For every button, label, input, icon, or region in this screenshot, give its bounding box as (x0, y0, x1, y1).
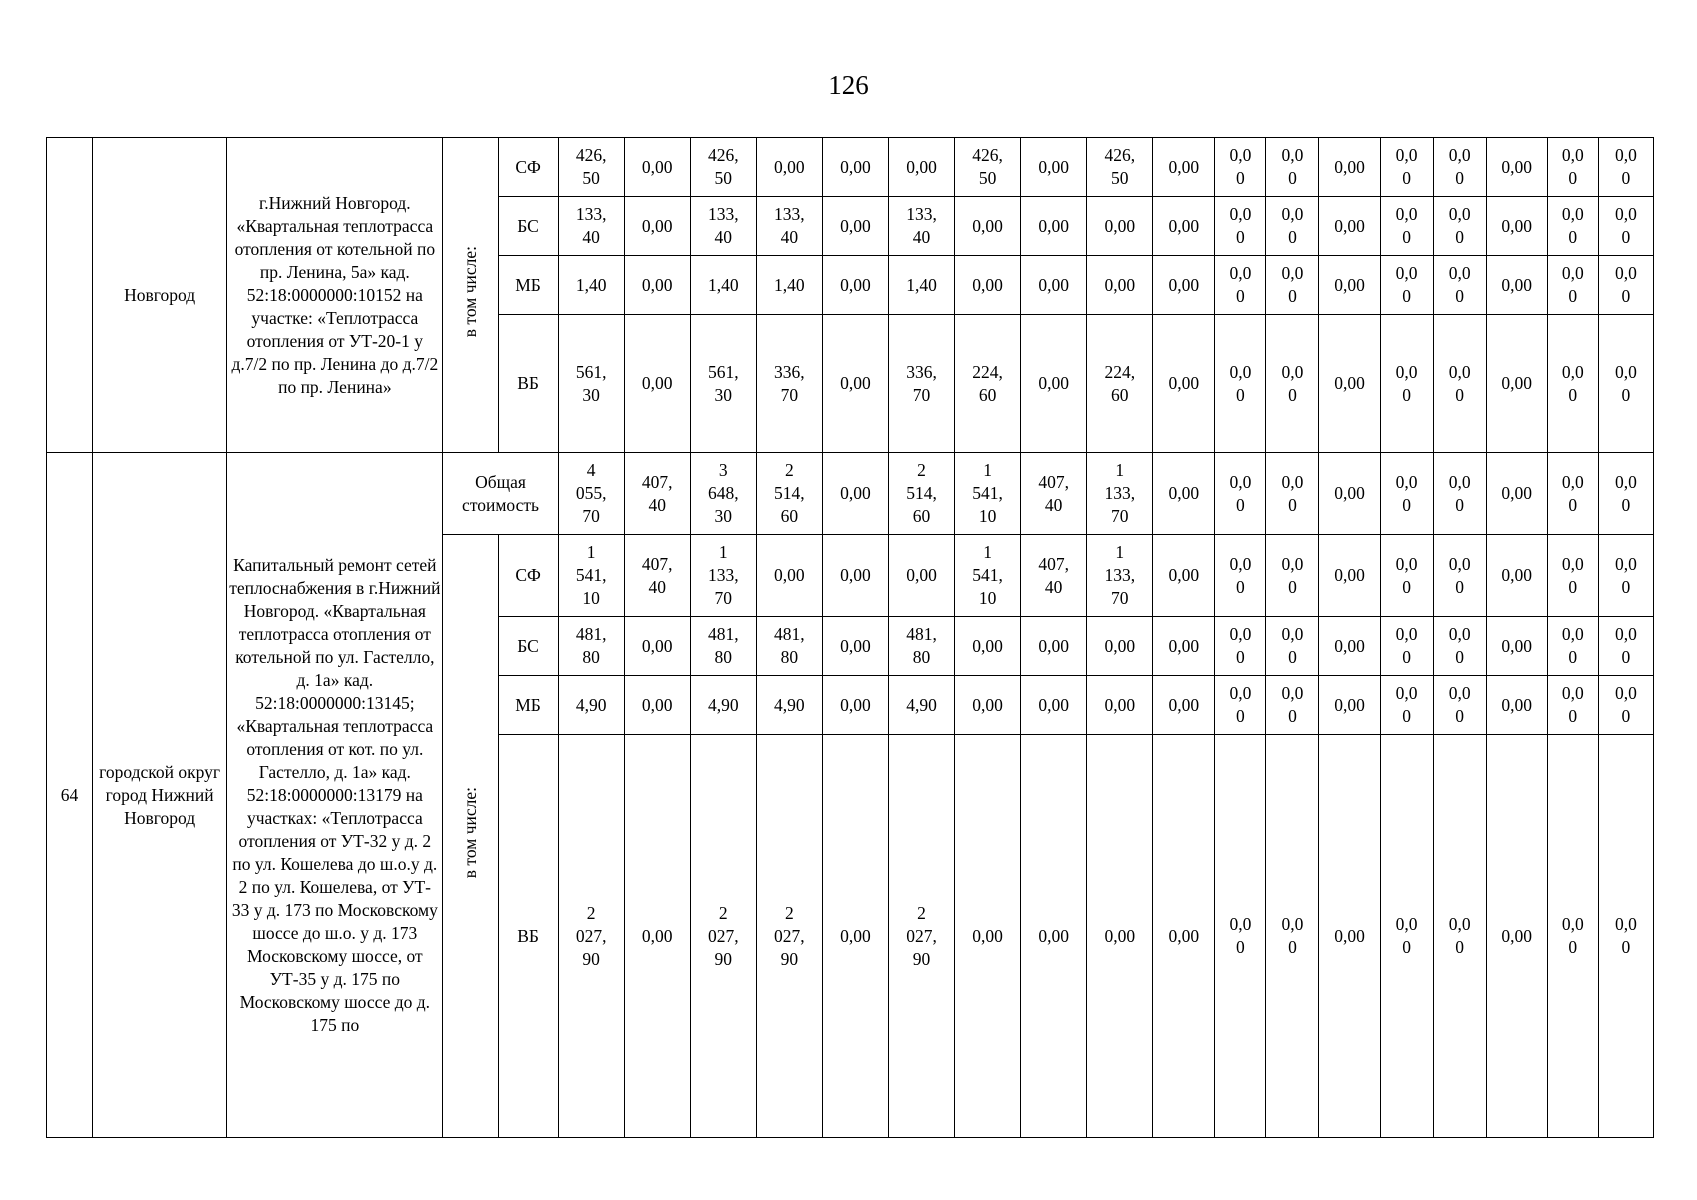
value-cell: 0,00 (955, 256, 1021, 315)
value-cell: 0,00 (624, 256, 690, 315)
value-cell: 0,0 0 (1547, 138, 1598, 197)
value-cell: 0,00 (1153, 617, 1215, 676)
value-cell: 0,00 (822, 453, 888, 535)
value-cell: 0,00 (624, 617, 690, 676)
value-cell: 481, 80 (690, 617, 756, 676)
value-cell: 0,0 0 (1598, 453, 1653, 535)
value-cell: 0,00 (624, 197, 690, 256)
value-cell: 0,00 (1087, 735, 1153, 1138)
value-cell: 481, 80 (558, 617, 624, 676)
value-cell: 0,00 (1319, 256, 1380, 315)
row-number-cell: 64 (47, 453, 93, 1138)
value-cell: 0,0 0 (1433, 453, 1486, 535)
value-cell: 407, 40 (1021, 453, 1087, 535)
value-cell: 0,0 0 (1547, 676, 1598, 735)
table-row (47, 138, 1654, 197)
value-cell: 4,90 (558, 676, 624, 735)
value-cell: 0,0 0 (1598, 315, 1653, 453)
value-cell: 0,00 (822, 315, 888, 453)
value-cell: 0,00 (1021, 676, 1087, 735)
value-cell: 0,00 (1021, 315, 1087, 453)
value-cell: 426, 50 (558, 138, 624, 197)
value-cell: 0,00 (822, 676, 888, 735)
value-cell: 0,00 (1486, 197, 1547, 256)
value-cell: 0,00 (1486, 453, 1547, 535)
value-cell: 0,0 0 (1433, 315, 1486, 453)
value-cell: 0,0 0 (1598, 138, 1653, 197)
funding-source-label: МБ (498, 256, 558, 315)
value-cell: 0,0 0 (1215, 735, 1266, 1138)
value-cell: 0,0 0 (1547, 315, 1598, 453)
value-cell: 0,00 (1021, 735, 1087, 1138)
value-cell: 0,0 0 (1547, 535, 1598, 617)
value-cell: 0,0 0 (1598, 676, 1653, 735)
value-cell: 481, 80 (888, 617, 954, 676)
value-cell: 1,40 (558, 256, 624, 315)
table-row (47, 453, 1654, 535)
value-cell: 0,0 0 (1380, 676, 1433, 735)
value-cell: 2 027, 90 (888, 735, 954, 1138)
value-cell: 224, 60 (955, 315, 1021, 453)
value-cell: 0,0 0 (1380, 315, 1433, 453)
value-cell: 407, 40 (624, 453, 690, 535)
value-cell: 133, 40 (756, 197, 822, 256)
funding-source-label: БС (498, 617, 558, 676)
value-cell: 0,00 (1087, 256, 1153, 315)
value-cell: 0,0 0 (1266, 617, 1319, 676)
value-cell: 1,40 (690, 256, 756, 315)
value-cell: 1,40 (888, 256, 954, 315)
value-cell: 0,00 (955, 676, 1021, 735)
value-cell: 0,0 0 (1215, 535, 1266, 617)
value-cell: 0,0 0 (1433, 256, 1486, 315)
value-cell: 0,0 0 (1215, 256, 1266, 315)
breakdown-label: в том числе: (460, 787, 480, 879)
value-cell: 0,00 (1319, 197, 1380, 256)
funding-source-label: СФ (498, 535, 558, 617)
value-cell: 2 514, 60 (756, 453, 822, 535)
value-cell: 0,0 0 (1433, 138, 1486, 197)
value-cell: 0,00 (955, 735, 1021, 1138)
value-cell: 0,00 (1486, 735, 1547, 1138)
breakdown-label-cell (443, 535, 498, 1138)
value-cell: 1 541, 10 (955, 453, 1021, 535)
value-cell: 2 027, 90 (756, 735, 822, 1138)
value-cell: 0,0 0 (1215, 138, 1266, 197)
value-cell: 407, 40 (624, 535, 690, 617)
value-cell: 0,0 0 (1215, 197, 1266, 256)
municipality-cell: Новгород (93, 138, 227, 453)
value-cell: 0,0 0 (1215, 453, 1266, 535)
value-cell: 0,00 (1153, 535, 1215, 617)
value-cell: 0,0 0 (1266, 676, 1319, 735)
value-cell: 0,00 (822, 197, 888, 256)
value-cell: 0,0 0 (1547, 735, 1598, 1138)
value-cell: 0,00 (624, 315, 690, 453)
value-cell: 0,00 (1486, 138, 1547, 197)
value-cell: 0,00 (1153, 735, 1215, 1138)
value-cell: 0,00 (1153, 315, 1215, 453)
value-cell: 0,00 (1021, 197, 1087, 256)
value-cell: 0,0 0 (1598, 735, 1653, 1138)
funding-source-label: МБ (498, 676, 558, 735)
value-cell: 3 648, 30 (690, 453, 756, 535)
value-cell: 133, 40 (690, 197, 756, 256)
funding-source-label: ВБ (498, 315, 558, 453)
value-cell: 0,0 0 (1598, 197, 1653, 256)
row-number-cell (47, 138, 93, 453)
value-cell: 0,00 (624, 138, 690, 197)
total-cost-label: Общая стоимость (443, 453, 558, 535)
value-cell: 426, 50 (1087, 138, 1153, 197)
value-cell: 0,00 (1087, 197, 1153, 256)
value-cell: 1 133, 70 (1087, 535, 1153, 617)
value-cell: 2 027, 90 (558, 735, 624, 1138)
value-cell: 0,00 (1319, 535, 1380, 617)
value-cell: 0,00 (1021, 256, 1087, 315)
value-cell: 4,90 (756, 676, 822, 735)
value-cell: 0,00 (1153, 138, 1215, 197)
value-cell: 561, 30 (558, 315, 624, 453)
value-cell: 4,90 (888, 676, 954, 735)
value-cell: 0,0 0 (1547, 256, 1598, 315)
value-cell: 0,0 0 (1380, 453, 1433, 535)
value-cell: 0,00 (756, 535, 822, 617)
value-cell: 0,0 0 (1266, 197, 1319, 256)
value-cell: 0,00 (888, 138, 954, 197)
value-cell: 2 514, 60 (888, 453, 954, 535)
value-cell: 0,00 (822, 256, 888, 315)
value-cell: 1 541, 10 (955, 535, 1021, 617)
value-cell: 0,00 (822, 735, 888, 1138)
value-cell: 0,00 (1486, 256, 1547, 315)
page-number: 126 (828, 70, 869, 100)
value-cell: 0,0 0 (1380, 735, 1433, 1138)
value-cell: 0,00 (1087, 617, 1153, 676)
municipality-cell: городской округ город Нижний Новгород (93, 453, 227, 1138)
object-description: Капитальный ремонт сетей теплоснабжения в г.Нижний Новгород. «Квартальная теплотрасса отопления от котельной по ул. Гастелло, д. 1а» кад. 52:18:0000000:13145; «Квартальная теплотрасса отопления от кот. по ул. Гастелло, д. 1а» кад. 52:18:0000000:13179 на участках: «Теплотрасса отопления от УТ-32 у д. 2 по ул. Кошелева до ш.о.у д. 2 по ул. Кошелева, от УТ- 33 у д. 173 по Московскому шоссе до ш.о. у д. 173 Московскому шоссе, от УТ-35 у д. 175 по Московскому шоссе до д. 175 по (227, 453, 443, 1138)
value-cell: 561, 30 (690, 315, 756, 453)
value-cell: 0,00 (1153, 197, 1215, 256)
funding-source-label: БС (498, 197, 558, 256)
value-cell: 426, 50 (955, 138, 1021, 197)
value-cell: 224, 60 (1087, 315, 1153, 453)
value-cell: 0,0 0 (1215, 676, 1266, 735)
value-cell: 0,00 (1021, 138, 1087, 197)
value-cell: 0,0 0 (1266, 315, 1319, 453)
value-cell: 0,0 0 (1266, 138, 1319, 197)
budget-table (46, 137, 1654, 1138)
value-cell: 133, 40 (558, 197, 624, 256)
value-cell: 0,00 (624, 735, 690, 1138)
value-cell: 0,00 (822, 617, 888, 676)
value-cell: 1 133, 70 (690, 535, 756, 617)
value-cell: 0,00 (1486, 617, 1547, 676)
value-cell: 0,0 0 (1266, 453, 1319, 535)
value-cell: 133, 40 (888, 197, 954, 256)
value-cell: 0,00 (822, 138, 888, 197)
value-cell: 0,00 (1319, 315, 1380, 453)
object-description: г.Нижний Новгород. «Квартальная теплотрасса отопления от котельной по пр. Ленина, 5а» кад. 52:18:0000000:10152 на участке: «Теплотрасса отопления от УТ-20-1 у д.7/2 по пр. Ленина до д.7/2 по пр. Ленина» (227, 138, 443, 453)
value-cell: 481, 80 (756, 617, 822, 676)
value-cell: 0,00 (955, 617, 1021, 676)
value-cell: 0,00 (1319, 138, 1380, 197)
value-cell: 0,0 0 (1380, 256, 1433, 315)
value-cell: 0,00 (888, 535, 954, 617)
funding-source-label: СФ (498, 138, 558, 197)
value-cell: 0,00 (1319, 735, 1380, 1138)
value-cell: 0,0 0 (1215, 315, 1266, 453)
funding-source-label: ВБ (498, 735, 558, 1138)
value-cell: 4,90 (690, 676, 756, 735)
value-cell: 0,0 0 (1547, 617, 1598, 676)
breakdown-label: в том числе: (460, 246, 480, 338)
value-cell: 0,0 0 (1266, 735, 1319, 1138)
value-cell: 407, 40 (1021, 535, 1087, 617)
value-cell: 0,0 0 (1266, 535, 1319, 617)
breakdown-label-cell (443, 138, 498, 453)
value-cell: 0,0 0 (1380, 138, 1433, 197)
value-cell: 0,00 (822, 535, 888, 617)
value-cell: 0,00 (624, 676, 690, 735)
value-cell: 0,00 (1153, 676, 1215, 735)
value-cell: 0,0 0 (1380, 197, 1433, 256)
value-cell: 0,00 (1153, 453, 1215, 535)
value-cell: 0,0 0 (1433, 676, 1486, 735)
value-cell: 0,0 0 (1598, 617, 1653, 676)
value-cell: 0,0 0 (1215, 617, 1266, 676)
value-cell: 0,00 (1319, 617, 1380, 676)
value-cell: 0,0 0 (1547, 197, 1598, 256)
value-cell: 336, 70 (888, 315, 954, 453)
value-cell: 426, 50 (690, 138, 756, 197)
value-cell: 0,0 0 (1433, 617, 1486, 676)
value-cell: 0,00 (1021, 617, 1087, 676)
value-cell: 0,00 (756, 138, 822, 197)
value-cell: 0,00 (1486, 676, 1547, 735)
value-cell: 0,00 (1486, 315, 1547, 453)
value-cell: 1,40 (756, 256, 822, 315)
value-cell: 1 541, 10 (558, 535, 624, 617)
value-cell: 2 027, 90 (690, 735, 756, 1138)
value-cell: 0,00 (1319, 453, 1380, 535)
value-cell: 0,0 0 (1380, 535, 1433, 617)
value-cell: 0,0 0 (1598, 256, 1653, 315)
value-cell: 0,0 0 (1547, 453, 1598, 535)
value-cell: 336, 70 (756, 315, 822, 453)
value-cell: 0,0 0 (1433, 535, 1486, 617)
value-cell: 0,0 0 (1380, 617, 1433, 676)
value-cell: 0,0 0 (1433, 735, 1486, 1138)
value-cell: 0,0 0 (1598, 535, 1653, 617)
value-cell: 0,00 (1087, 676, 1153, 735)
value-cell: 0,00 (1153, 256, 1215, 315)
value-cell: 0,00 (1319, 676, 1380, 735)
value-cell: 4 055, 70 (558, 453, 624, 535)
value-cell: 0,00 (955, 197, 1021, 256)
value-cell: 0,00 (1486, 535, 1547, 617)
value-cell: 1 133, 70 (1087, 453, 1153, 535)
value-cell: 0,0 0 (1433, 197, 1486, 256)
value-cell: 0,0 0 (1266, 256, 1319, 315)
